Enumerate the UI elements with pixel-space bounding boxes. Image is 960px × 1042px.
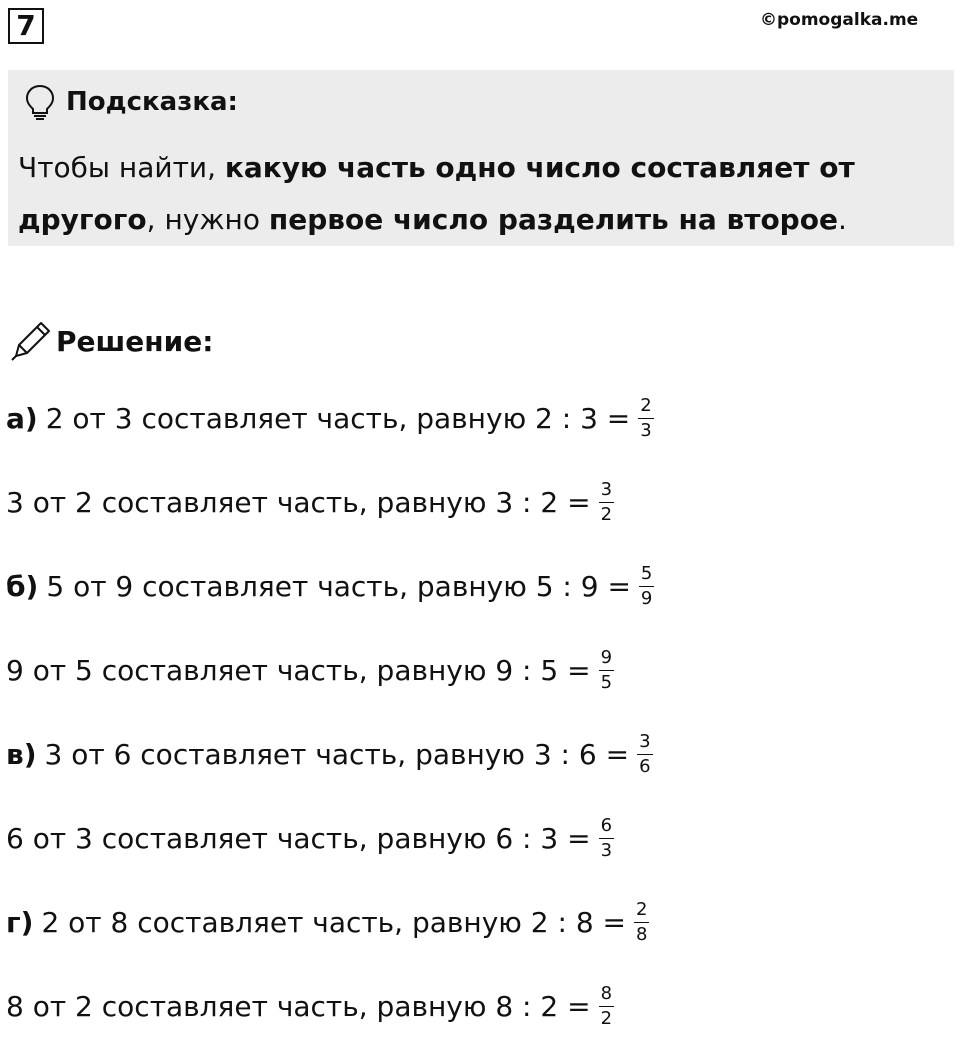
line-text: 3 от 6 составляет часть, равную 3 : 6 =	[44, 737, 630, 771]
hint-header	[20, 82, 238, 122]
task-number-box	[8, 8, 44, 44]
line-label: г)	[6, 905, 34, 939]
solution-line	[6, 892, 649, 952]
fraction	[599, 646, 614, 693]
solution-title: Решение:	[56, 324, 214, 358]
line-text: 8 от 2 составляет часть, равную 8 : 2 =	[6, 989, 591, 1023]
fraction-denominator: 5	[600, 671, 613, 693]
lightbulb-icon	[20, 82, 60, 122]
fraction	[599, 478, 614, 525]
solution-line	[6, 724, 653, 784]
line-text: 2 от 8 составляет часть, равную 2 : 8 =	[41, 905, 626, 939]
solution-line	[6, 472, 614, 532]
line-text: 3 от 2 составляет часть, равную 3 : 2 =	[6, 485, 591, 519]
line-label: а)	[6, 401, 38, 435]
fraction-numerator: 9	[599, 649, 614, 671]
line-text: 5 от 9 составляет часть, равную 5 : 9 =	[46, 569, 631, 603]
fraction-numerator: 2	[638, 397, 653, 419]
fraction-denominator: 9	[640, 587, 653, 609]
hint-bold-1: какую часть одно число составляет от другого	[18, 151, 855, 236]
hint-text-2: , нужно	[146, 203, 269, 236]
fraction-numerator: 5	[639, 565, 654, 587]
fraction-denominator: 2	[600, 503, 613, 525]
fraction-denominator: 2	[600, 1007, 613, 1029]
fraction	[639, 562, 654, 609]
line-text: 9 от 5 составляет часть, равную 9 : 5 =	[6, 653, 591, 687]
solution-line	[6, 808, 614, 868]
line-text: 2 от 3 составляет часть, равную 2 : 3 =	[45, 401, 631, 435]
fraction-numerator: 6	[599, 817, 614, 839]
line-label: в)	[6, 737, 37, 771]
solution-line	[6, 556, 654, 616]
fraction	[599, 814, 614, 861]
solution-line	[6, 976, 614, 1036]
task-number: 7	[16, 9, 36, 42]
line-text: 6 от 3 составляет часть, равную 6 : 3 =	[6, 821, 591, 855]
fraction-denominator: 3	[600, 839, 613, 861]
hint-text-3: .	[837, 203, 847, 236]
fraction-numerator: 3	[637, 733, 652, 755]
solution-line	[6, 388, 654, 448]
watermark: ©pomogalka.me	[760, 10, 919, 30]
fraction-denominator: 6	[639, 755, 651, 777]
hint-title: Подсказка:	[66, 87, 238, 117]
pencil-icon	[8, 318, 54, 364]
fraction-numerator: 3	[599, 481, 614, 503]
fraction-denominator: 8	[636, 923, 648, 945]
fraction	[599, 982, 614, 1029]
fraction	[634, 898, 649, 945]
solution-header	[8, 318, 213, 364]
fraction	[637, 730, 652, 777]
line-label: б)	[6, 569, 39, 603]
hint-text	[18, 142, 938, 246]
hint-text-1: Чтобы найти,	[18, 151, 225, 184]
hint-box	[8, 70, 954, 246]
fraction	[638, 394, 653, 441]
solution-line	[6, 640, 614, 700]
hint-bold-2: первое число разделить на второе	[268, 203, 838, 236]
fraction-numerator: 2	[634, 901, 649, 923]
fraction-numerator: 8	[599, 985, 614, 1007]
fraction-denominator: 3	[640, 419, 652, 441]
